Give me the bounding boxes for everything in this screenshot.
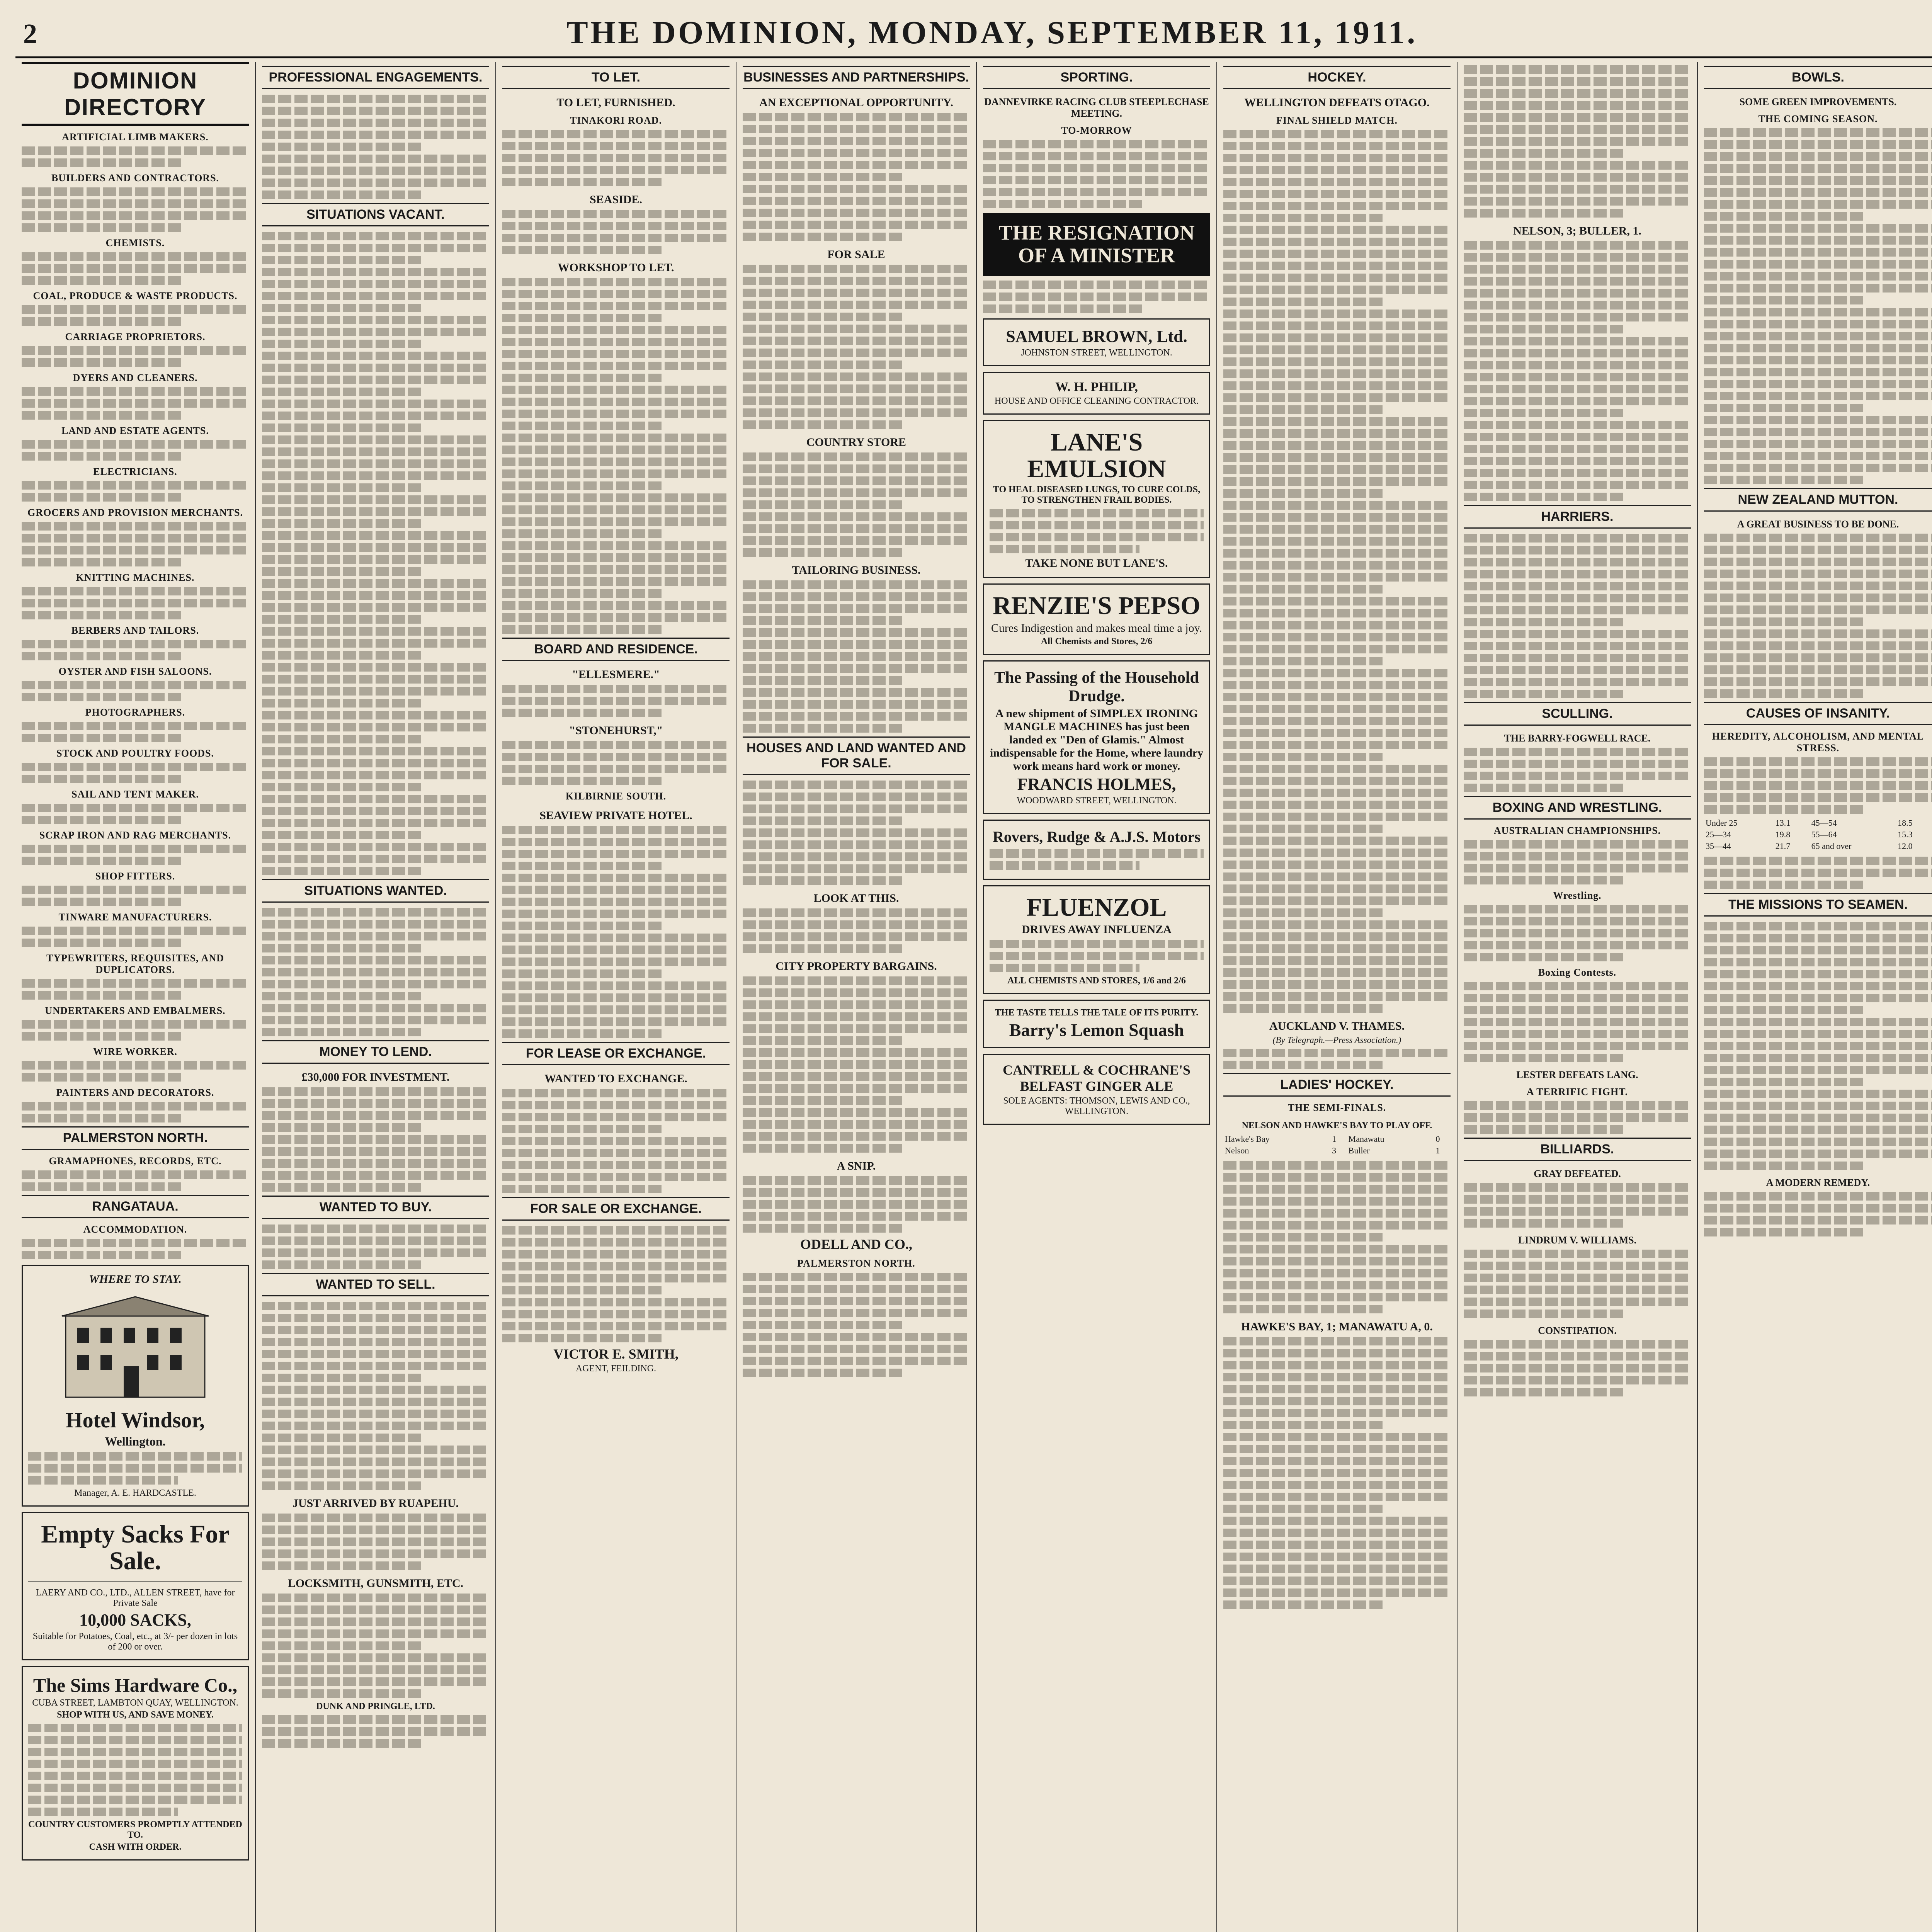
dir-heading: TYPEWRITERS, REQUISITES, AND DUPLICATORS. xyxy=(46,952,224,975)
squash-title: Barry's Lemon Squash xyxy=(1009,1020,1184,1040)
score: 1 xyxy=(1332,1134,1337,1144)
opp-score: 1 xyxy=(1435,1146,1440,1155)
racing-club: DANNEVIRKE RACING CLUB STEEPLECHASE MEETING. xyxy=(984,96,1209,119)
column-8 xyxy=(1698,62,1932,1932)
dir-heading: GRAMAPHONES, RECORDS, ETC. xyxy=(49,1155,222,1167)
score: 3 xyxy=(1332,1146,1337,1155)
dir-heading: ELECTRICIANS. xyxy=(93,466,177,477)
household-drudge-ad xyxy=(983,660,1210,814)
hardware-footer: COUNTRY CUSTOMERS PROMPTLY ATTENDED TO. xyxy=(28,1819,242,1840)
locksmith-heading: LOCKSMITH, GUNSMITH, ETC. xyxy=(287,1577,464,1590)
column-3 xyxy=(496,62,736,1932)
hb-manawatu: HAWKE'S BAY, 1; MANAWATU A, 0. xyxy=(1241,1320,1433,1333)
samuel-address: JOHNSTON STREET, WELLINGTON. xyxy=(1021,347,1172,358)
opportunity: AN EXCEPTIONAL OPPORTUNITY. xyxy=(759,96,954,109)
hardware-tagline: SHOP WITH US, AND SAVE MONEY. xyxy=(57,1709,214,1720)
to-let-furnished: TO LET, FURNISHED. xyxy=(556,96,675,109)
gray: GRAY DEFEATED. xyxy=(1534,1168,1621,1179)
constipation: CONSTIPATION. xyxy=(1538,1325,1617,1336)
dir-heading: WIRE WORKER. xyxy=(93,1046,178,1057)
sacks-title: Empty Sacks For Sale. xyxy=(41,1520,230,1575)
holmes: FRANCIS HOLMES, xyxy=(1017,774,1176,794)
dir-heading: CHEMISTS. xyxy=(105,237,165,248)
dir-heading: BUILDERS AND CONTRACTORS. xyxy=(51,172,219,184)
opponent: Buller xyxy=(1348,1146,1370,1155)
dir-heading: COAL, PRODUCE & WASTE PRODUCTS. xyxy=(33,290,238,301)
team: Hawke's Bay xyxy=(1225,1134,1270,1144)
ladies-hockey-title: LADIES' HOCKEY. xyxy=(1223,1073,1451,1097)
barrys-squash-ad xyxy=(983,1000,1210,1048)
hardware-title: The Sims Hardware Co., xyxy=(33,1674,238,1696)
dir-heading: PAINTERS AND DECORATORS. xyxy=(56,1087,214,1098)
dir-heading: CARRIAGE PROPRIETORS. xyxy=(65,331,206,342)
sculling: SCULLING. xyxy=(1464,702,1691,726)
samuel-brown: SAMUEL BROWN, Ltd. xyxy=(1006,327,1187,346)
fluenzol-price: ALL CHEMISTS AND STORES, 1/6 and 2/6 xyxy=(1007,975,1186,986)
tinakori: TINAKORI ROAD. xyxy=(570,115,662,126)
section-heading: TO LET. xyxy=(502,66,730,89)
lester: LESTER DEFEATS LANG. xyxy=(1516,1069,1638,1080)
hotel-building-illustration xyxy=(50,1289,220,1405)
masthead xyxy=(15,14,1932,58)
pct: 18.5 xyxy=(1898,818,1913,828)
seaview: SEAVIEW PRIVATE HOTEL. xyxy=(539,809,692,822)
section-heading: SPORTING. xyxy=(983,66,1210,89)
tailoring: TAILORING BUSINESS. xyxy=(792,564,921,577)
sacks-terms: Suitable for Potatoes, Coal, etc., at 3/- per dozen in lots of 200 or over. xyxy=(32,1631,238,1652)
lanes-emulsion-ad xyxy=(983,420,1210,578)
dir-heading: GROCERS AND PROVISION MERCHANTS. xyxy=(27,507,243,518)
locksmith-name: DUNK AND PRINGLE, LTD. xyxy=(316,1701,435,1711)
seamen: THE MISSIONS TO SEAMEN. xyxy=(1704,893,1932,917)
holmes-address: WOODWARD STREET, WELLINGTON. xyxy=(1017,795,1177,806)
nelson-buller: NELSON, 3; BULLER, 1. xyxy=(1513,224,1641,237)
renzie-title: RENZIE'S PEPSO xyxy=(993,592,1201,620)
pct: 12.0 xyxy=(1898,841,1913,851)
harriers: HARRIERS. xyxy=(1464,505,1691,529)
dir-heading: SAIL AND TENT MAKER. xyxy=(71,789,199,800)
section-heading: BUSINESSES AND PARTNERSHIPS. xyxy=(743,66,970,89)
cantrell-ad xyxy=(983,1054,1210,1125)
rovers-ad xyxy=(983,820,1210,880)
hockey-headline: WELLINGTON DEFEATS OTAGO. xyxy=(1244,96,1430,109)
dir-heading: BERBERS AND TAILORS. xyxy=(71,625,199,636)
ellesmere: "ELLESMERE." xyxy=(572,668,660,681)
dir-heading: SHOP FITTERS. xyxy=(95,871,175,882)
sacks-count: 10,000 SACKS, xyxy=(79,1610,191,1629)
age: 35—44 xyxy=(1706,841,1731,851)
lanes-sub: TO HEAL DISEASED LUNGS, TO CURE COLDS, TO STRENGTHEN FRAIL BODIES. xyxy=(993,485,1201,505)
barry-race: THE BARRY-FOGWELL RACE. xyxy=(1504,733,1651,744)
auckland-byline: (By Telegraph.—Press Association.) xyxy=(1272,1035,1401,1045)
billiards: BILLIARDS. xyxy=(1464,1138,1691,1161)
country-store: COUNTRY STORE xyxy=(806,436,906,449)
age: 45—54 xyxy=(1811,818,1837,828)
column-5 xyxy=(977,62,1217,1932)
section-heading: FOR LEASE OR EXCHANGE. xyxy=(502,1042,730,1065)
dir-heading: UNDERTAKERS AND EMBALMERS. xyxy=(45,1005,226,1016)
dir-heading: ACCOMMODATION. xyxy=(83,1224,187,1235)
dir-heading: PHOTOGRAPHERS. xyxy=(85,707,185,718)
for-sale: FOR SALE xyxy=(827,248,885,261)
renzie-pepso-ad xyxy=(983,583,1210,655)
lindrum: LINDRUM V. WILLIAMS. xyxy=(1518,1235,1637,1246)
hotel-name: Hotel Windsor, xyxy=(66,1408,205,1432)
wrestling: Wrestling. xyxy=(1553,890,1602,901)
page-number: 2 xyxy=(23,18,37,49)
sims-hardware-ad xyxy=(22,1666,249,1861)
philip: W. H. PHILIP, xyxy=(1055,379,1138,394)
team: Nelson xyxy=(1225,1146,1249,1155)
dir-heading: TINWARE MANUFACTURERS. xyxy=(58,912,212,923)
section-heading: WANTED TO BUY. xyxy=(262,1196,489,1219)
lanes-take: TAKE NONE BUT LANE'S. xyxy=(1025,557,1168,570)
directory-title: DOMINION DIRECTORY xyxy=(22,62,249,126)
rovers: Rovers, Rudge & A.J.S. Motors xyxy=(993,828,1201,845)
philip-ad xyxy=(983,372,1210,415)
column-2 xyxy=(256,62,496,1932)
stonehurst: "STONEHURST," xyxy=(569,724,663,737)
section-heading: MONEY TO LEND. xyxy=(262,1040,489,1064)
boxing-sub: AUSTRALIAN CHAMPIONSHIPS. xyxy=(1493,825,1661,836)
section-heading: HOCKEY. xyxy=(1223,66,1451,89)
remedy: A MODERN REMEDY. xyxy=(1766,1177,1870,1188)
column-6 xyxy=(1217,62,1458,1932)
bowls-sub: THE COMING SEASON. xyxy=(1758,113,1878,124)
column-1 xyxy=(15,62,256,1932)
hotel-windsor-ad xyxy=(22,1265,249,1507)
fluenzol-tag: DRIVES AWAY INFLUENZA xyxy=(1022,923,1172,936)
age: 65 and over xyxy=(1811,841,1852,851)
hockey-subhead: FINAL SHIELD MATCH. xyxy=(1276,115,1398,126)
scores-table xyxy=(1223,1133,1451,1156)
dir-heading: ARTIFICIAL LIMB MAKERS. xyxy=(62,131,209,143)
column-4 xyxy=(736,62,977,1932)
section-heading: BOARD AND RESIDENCE. xyxy=(502,638,730,661)
renzie-sub: Cures Indigestion and makes meal time a joy. xyxy=(991,621,1202,634)
bowls-head: SOME GREEN IMPROVEMENTS. xyxy=(1739,96,1897,107)
snip: A SNIP. xyxy=(837,1160,876,1172)
insanity-sub: HEREDITY, ALCOHOLISM, AND MENTAL STRESS. xyxy=(1712,731,1924,753)
hardware-address: CUBA STREET, LAMBTON QUAY, WELLINGTON. xyxy=(32,1697,238,1708)
hotel-header: WHERE TO STAY. xyxy=(89,1273,182,1286)
terrific: A TERRIFIC FIGHT. xyxy=(1526,1086,1628,1097)
pct: 13.1 xyxy=(1775,818,1791,828)
tomorrow: TO-MORROW xyxy=(1061,125,1132,136)
section-heading: SITUATIONS WANTED. xyxy=(262,879,489,903)
dir-heading: STOCK AND POULTRY FOODS. xyxy=(56,748,214,759)
pct: 19.8 xyxy=(1775,830,1791,839)
section-heading: SITUATIONS VACANT. xyxy=(262,203,489,226)
look-at-this: LOOK AT THIS. xyxy=(813,892,899,905)
age: 55—64 xyxy=(1811,830,1837,839)
drudge-body: A new shipment of SIMPLEX IRONING MANGLE MACHINES has just been landed ex "Den of Glamis." Almost indispensable for the Home, where laundry work means hard work or money. xyxy=(990,707,1204,772)
fluenzol-ad xyxy=(983,885,1210,994)
table-row xyxy=(1223,1145,1451,1156)
section-heading: HOUSES AND LAND WANTED AND FOR SALE. xyxy=(743,736,970,775)
hotel-manager: Manager, A. E. HARDCASTLE. xyxy=(74,1488,196,1498)
table-row xyxy=(1223,1133,1451,1145)
seaside: SEASIDE. xyxy=(590,193,642,206)
bowls: BOWLS. xyxy=(1704,66,1932,89)
dir-heading: OYSTER AND FISH SALOONS. xyxy=(58,666,212,677)
pct: 15.3 xyxy=(1898,830,1913,839)
hardware-cash: CASH WITH ORDER. xyxy=(89,1842,182,1852)
agent-name: VICTOR E. SMITH, xyxy=(553,1346,679,1362)
newspaper-title: THE DOMINION, MONDAY, SEPTEMBER 11, 1911. xyxy=(566,15,1418,51)
section-heading: PROFESSIONAL ENGAGEMENTS. xyxy=(262,66,489,89)
dir-heading: SCRAP IRON AND RAG MERCHANTS. xyxy=(39,830,231,841)
workshop: WORKSHOP TO LET. xyxy=(558,261,674,274)
age: Under 25 xyxy=(1706,818,1738,828)
palmerston: PALMERSTON NORTH. xyxy=(797,1258,915,1269)
dir-heading: PALMERSTON NORTH. xyxy=(22,1126,249,1150)
agent-place: AGENT, FEILDING. xyxy=(575,1364,656,1374)
squash-tag: THE TASTE TELLS THE TALE OF ITS PURITY. xyxy=(995,1007,1199,1018)
table-row xyxy=(1704,840,1932,852)
empty-sacks-ad xyxy=(22,1512,249,1660)
sacks-vendor: LAERY AND CO., LTD., ALLEN STREET, have for Private Sale xyxy=(36,1587,235,1608)
insanity: CAUSES OF INSANITY. xyxy=(1704,702,1932,725)
column-7 xyxy=(1458,62,1698,1932)
nelson-hawkes: NELSON AND HAWKE'S BAY TO PLAY OFF. xyxy=(1242,1121,1432,1131)
hotel-city: Wellington. xyxy=(105,1434,166,1448)
lanes-title: LANE'S EMULSION xyxy=(1027,428,1166,483)
boxing: BOXING AND WRESTLING. xyxy=(1464,796,1691,820)
section-heading: FOR SALE OR EXCHANGE. xyxy=(502,1197,730,1221)
opponent: Manawatu xyxy=(1348,1134,1384,1144)
wanted-exchange: WANTED TO EXCHANGE. xyxy=(544,1072,687,1085)
age-table xyxy=(1704,817,1932,852)
kilbirnie: KILBIRNIE SOUTH. xyxy=(565,791,667,802)
fluenzol-title: FLUENZOL xyxy=(1026,893,1167,922)
renzie-stores: All Chemists and Stores, 2/6 xyxy=(1041,636,1153,646)
philip-trade: HOUSE AND OFFICE CLEANING CONTRACTOR. xyxy=(994,396,1199,406)
dir-heading: KNITTING MACHINES. xyxy=(76,572,195,583)
boxing-contests: Boxing Contests. xyxy=(1538,967,1617,978)
odell: ODELL AND CO., xyxy=(800,1236,913,1252)
cantrell: CANTRELL & COCHRANE'S BELFAST GINGER ALE xyxy=(1002,1062,1191,1094)
table-row xyxy=(1704,829,1932,840)
drudge-title: The Passing of the Household Drudge. xyxy=(994,668,1199,705)
semi-finals: THE SEMI-FINALS. xyxy=(1287,1102,1386,1113)
cantrell-agents: SOLE AGENTS: THOMSON, LEWIS AND CO., WELLINGTON. xyxy=(1003,1095,1190,1116)
dir-heading: DYERS AND CLEANERS. xyxy=(73,372,198,383)
samuel-brown-ad xyxy=(983,318,1210,366)
dir-heading: LAND AND ESTATE AGENTS. xyxy=(61,425,209,436)
mutton: NEW ZEALAND MUTTON. xyxy=(1704,488,1932,512)
dir-heading: RANGATAUA. xyxy=(22,1195,249,1218)
table-row xyxy=(1704,817,1932,829)
city-property: CITY PROPERTY BARGAINS. xyxy=(776,960,937,973)
resignation-banner: THE RESIGNATION OF A MINISTER xyxy=(983,213,1210,276)
opp-score: 0 xyxy=(1435,1134,1440,1144)
auckland-thames: AUCKLAND V. THAMES. xyxy=(1269,1020,1405,1032)
money-headline: £30,000 FOR INVESTMENT. xyxy=(301,1071,450,1083)
age: 25—34 xyxy=(1706,830,1731,839)
pct: 21.7 xyxy=(1775,841,1791,851)
section-heading: WANTED TO SELL. xyxy=(262,1273,489,1296)
mutton-head: A GREAT BUSINESS TO BE DONE. xyxy=(1737,519,1899,530)
arrived-heading: JUST ARRIVED BY RUAPEHU. xyxy=(292,1497,459,1510)
columns xyxy=(15,62,1932,1932)
